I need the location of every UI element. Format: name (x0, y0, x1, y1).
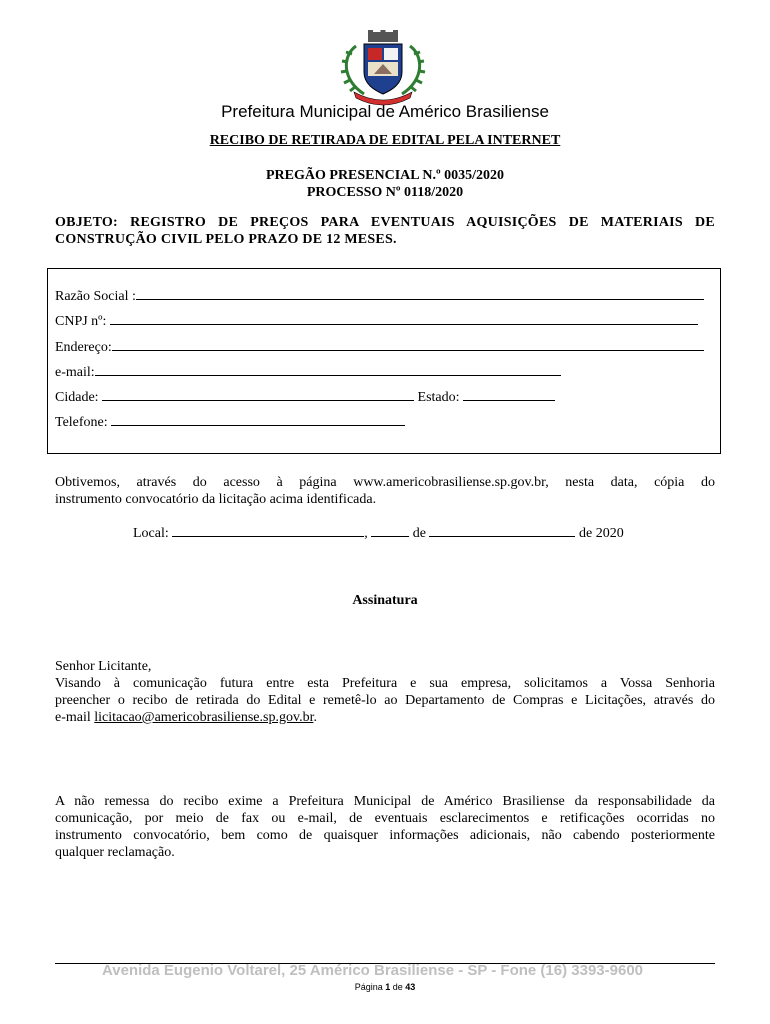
object-line-1: OBJETO: REGISTRO DE PREÇOS PARA EVENTUAIS AQUISIÇÕES DE MATERIAIS DE (55, 215, 715, 230)
pregao-number: PREGÃO PRESENCIAL N.º 0035/2020 (266, 168, 504, 183)
cidade-estado-field (55, 388, 555, 406)
signature-heading: Assinatura (352, 593, 418, 608)
endereco-line[interactable] (112, 338, 704, 351)
contact-email-link[interactable]: licitacao@americobrasiliense.sp.gov.br (94, 710, 314, 725)
local-line[interactable] (172, 524, 364, 537)
footer-address: Avenida Eugenio Voltarel, 25 Américo Brasiliense - SP - Fone (16) 3393-9600 (101, 962, 644, 979)
estado-line[interactable] (463, 388, 555, 401)
senhor-line-2: preencher o recibo de retirada do Edital e remetê-lo ao Departamento de Compras e Licitações, através do (55, 693, 715, 708)
coat-of-arms-logo (334, 28, 432, 106)
email-prefix: e-mail (55, 710, 91, 725)
obtivemos-line-1: Obtivemos, através do acesso à página www.americobrasiliense.sp.gov.br, nesta data, cópia do (55, 475, 715, 490)
remessa-line-2: comunicação, por meio de fax ou e-mail, de eventuais esclarecimentos e retificações ocorridas no (55, 811, 715, 826)
cidade-label: Cidade: (55, 390, 99, 405)
local-comma: , (364, 526, 368, 541)
endereco-label: Endereço: (55, 340, 112, 355)
obtivemos-line-2: instrumento convocatório da licitação acima identificada. (55, 492, 377, 507)
senhor-line-1: Visando à comunicação futura entre esta Prefeitura e sua empresa, solicitamos a Vossa Senhoria (55, 676, 715, 691)
month-line[interactable] (429, 524, 575, 537)
page-total: 43 (405, 982, 416, 992)
object-line-2: CONSTRUÇÃO CIVIL PELO PRAZO DE 12 MESES. (55, 232, 397, 247)
page-of: de (392, 982, 403, 992)
endereco-field (55, 338, 704, 356)
telefone-field (55, 413, 405, 431)
processo-number: PROCESSO Nº 0118/2020 (306, 185, 464, 200)
receipt-title: RECIBO DE RETIRADA DE EDITAL PELA INTERNET (209, 133, 561, 148)
email-suffix: . (313, 710, 317, 725)
local-date-line (133, 524, 624, 542)
object-description (55, 214, 715, 248)
remessa-line-4: qualquer reclamação. (55, 845, 175, 860)
salutation: Senhor Licitante, (55, 659, 152, 674)
email-field (55, 363, 561, 381)
cidade-line[interactable] (102, 388, 414, 401)
razao-social-line[interactable] (136, 287, 704, 300)
day-line[interactable] (371, 524, 409, 537)
remessa-paragraph (55, 793, 715, 861)
page-word: Página (354, 982, 383, 992)
telefone-line[interactable] (111, 413, 405, 426)
organization-name: Prefeitura Municipal de Américo Brasiliense (221, 102, 549, 121)
email-line[interactable] (95, 363, 561, 376)
razao-social-field (55, 287, 704, 305)
estado-label: Estado: (417, 390, 460, 405)
remessa-line-1: A não remessa do recibo exime a Prefeitura Municipal de Américo Brasiliense da responsabilidade da (55, 794, 715, 809)
cnpj-label: CNPJ nº: (55, 314, 107, 329)
tender-identification (0, 167, 770, 201)
remessa-line-3: instrumento convocatório, bem como de quaisquer informações adicionais, não cabendo posteriormente (55, 828, 715, 843)
de-label-1: de (412, 526, 426, 541)
telefone-label: Telefone: (55, 415, 108, 430)
local-label: Local: (133, 526, 169, 541)
cnpj-line[interactable] (110, 312, 698, 325)
page-number (0, 982, 770, 992)
razao-social-label: Razão Social : (55, 289, 136, 304)
page-current: 1 (385, 982, 391, 992)
de-year-label: de 2020 (578, 526, 624, 541)
senhor-line-3 (55, 709, 715, 726)
cnpj-field (55, 312, 698, 330)
obtivemos-paragraph (55, 474, 715, 508)
senhor-paragraph (55, 658, 715, 726)
email-label: e-mail: (55, 365, 95, 380)
